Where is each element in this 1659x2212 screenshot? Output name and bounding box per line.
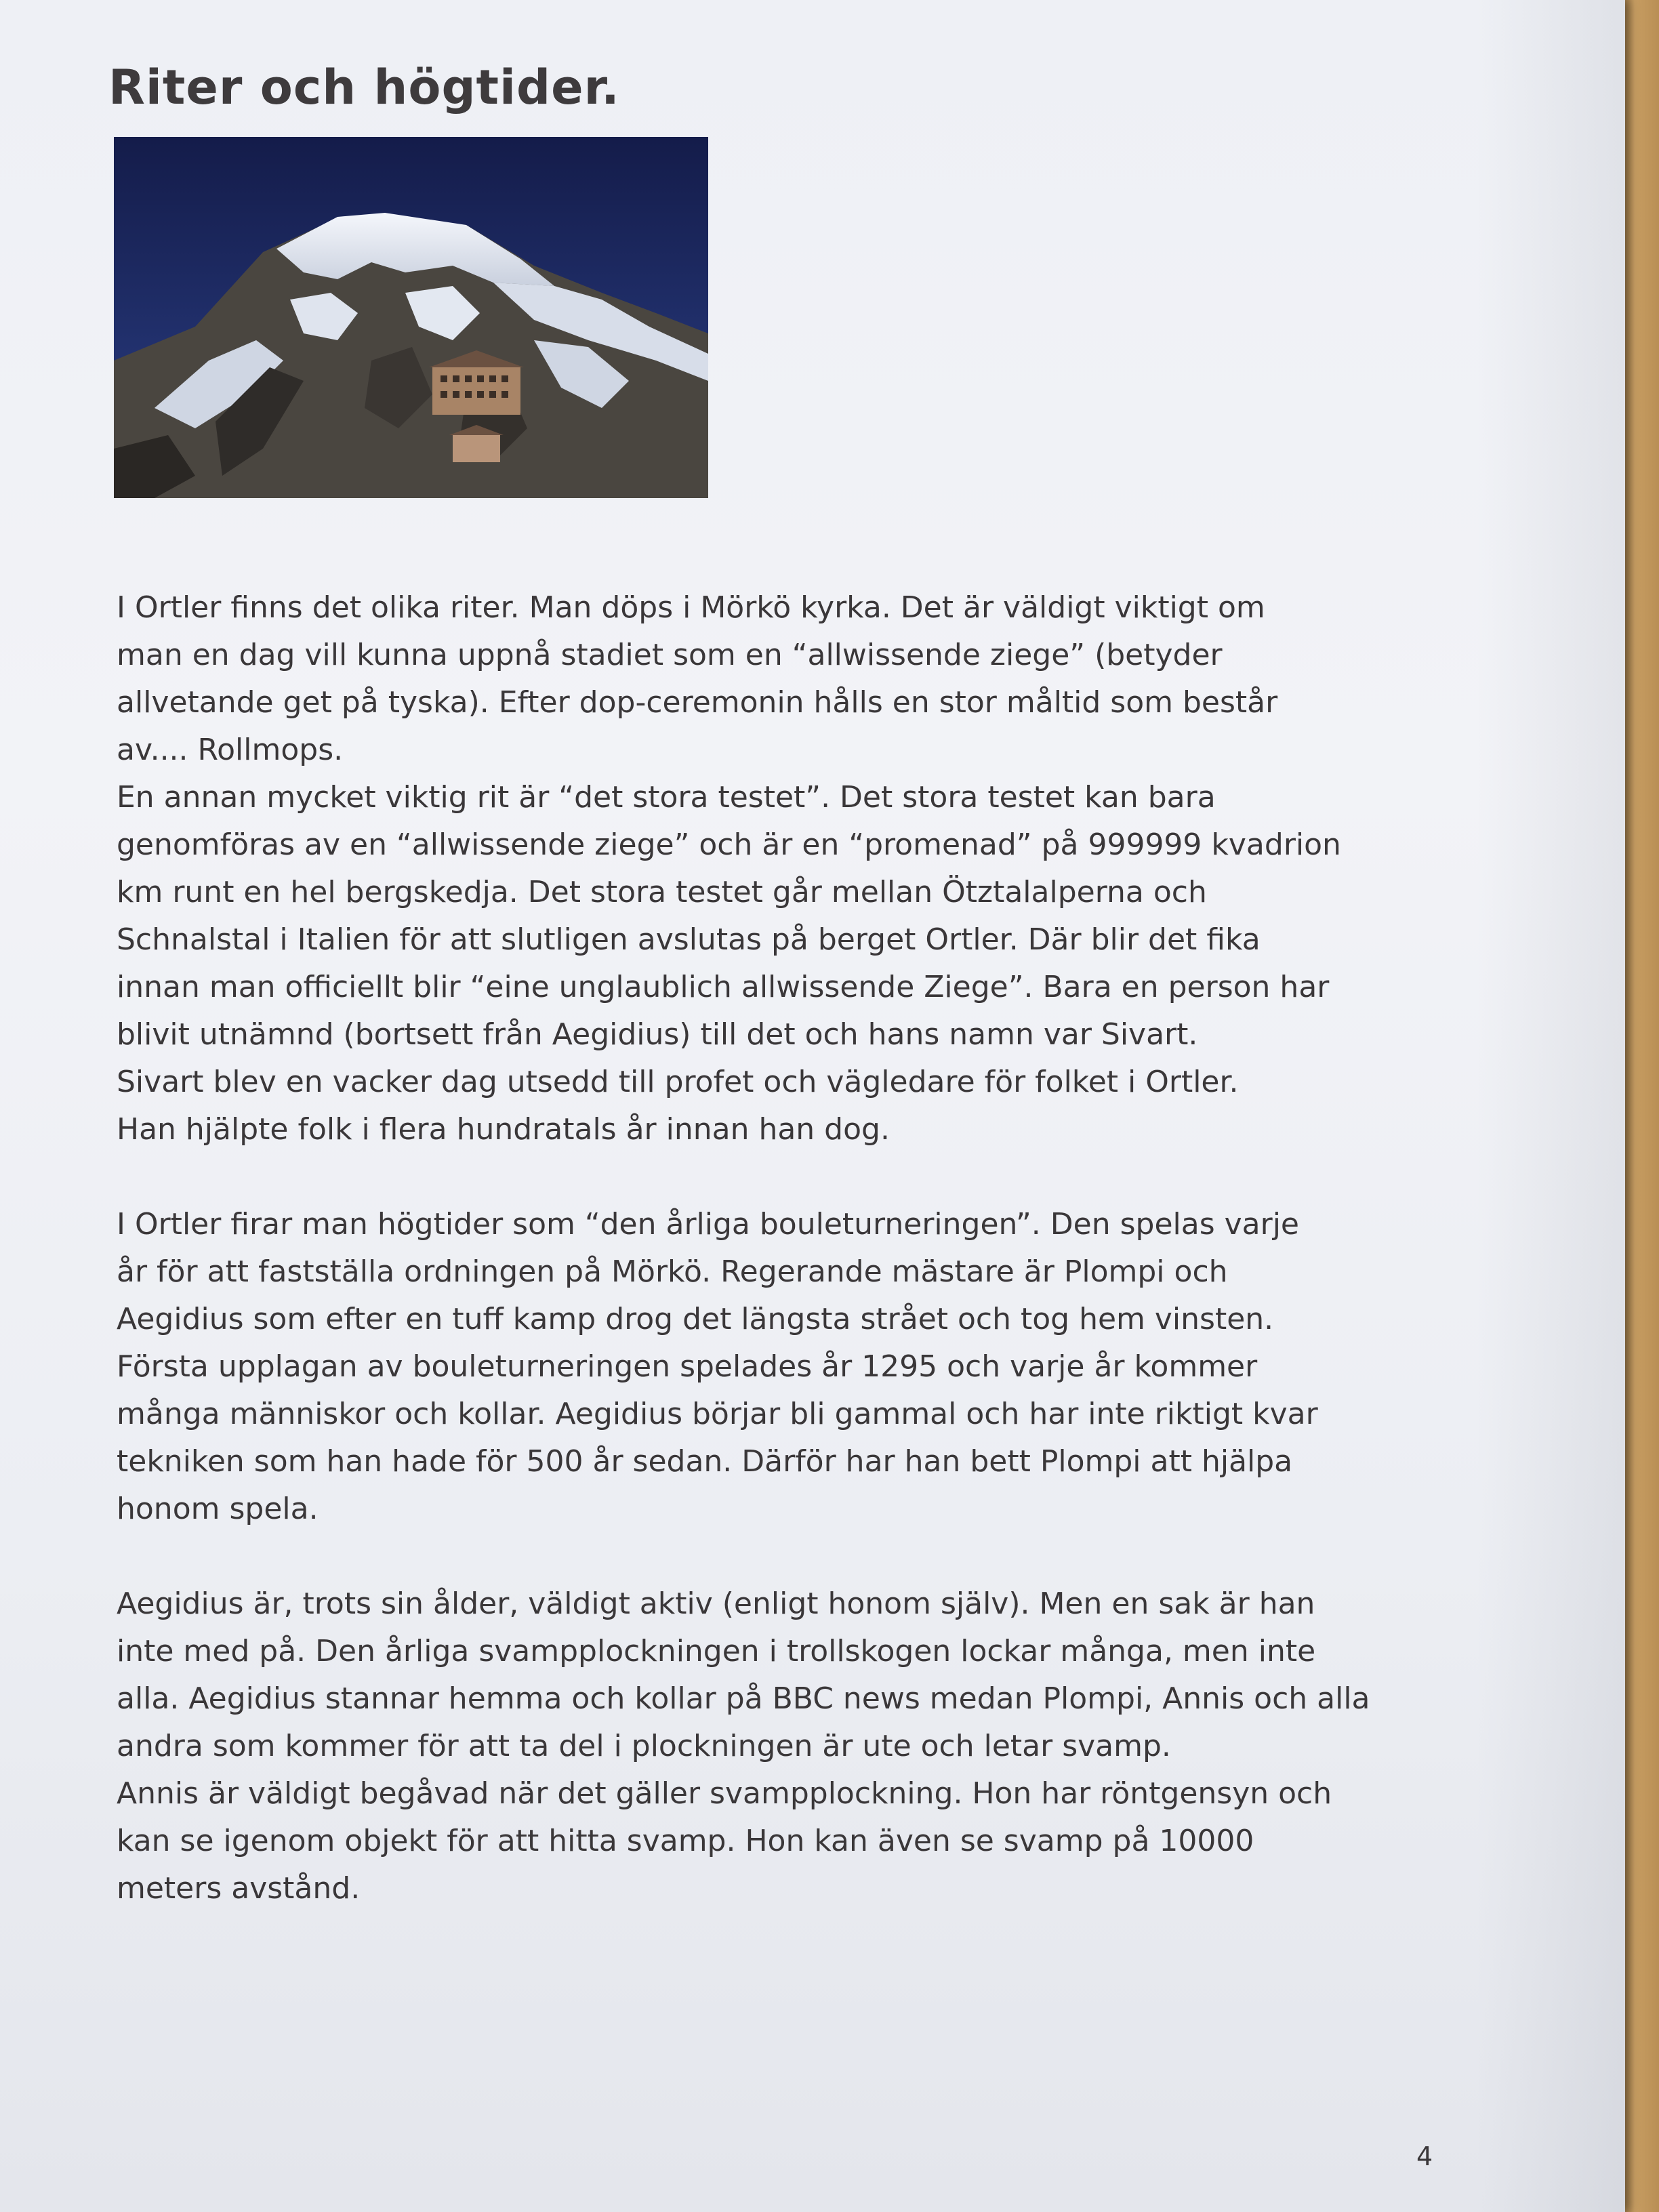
text-line: I Ortler firar man högtider som “den årliga bouleturneringen”. Den spelas varje bbox=[117, 1207, 1300, 1242]
text-line: Annis är väldigt begåvad när det gäller svampplockning. Hon har röntgensyn och bbox=[117, 1776, 1332, 1811]
body-text bbox=[117, 584, 1472, 1912]
text-line: meters avstånd. bbox=[117, 1871, 361, 1906]
page-title: Riter och högtider. bbox=[108, 60, 620, 115]
text-line: kan se igenom objekt för att hitta svamp. Hon kan även se svamp på 10000 bbox=[117, 1824, 1254, 1858]
text-line: andra som kommer för att ta del i plockningen är ute och letar svamp. bbox=[117, 1729, 1171, 1763]
text-line: blivit utnämnd (bortsett från Aegidius) till det och hans namn var Sivart. bbox=[117, 1017, 1198, 1052]
text-line: Han hjälpte folk i flera hundratals år innan han dog. bbox=[117, 1112, 890, 1147]
text-line: alla. Aegidius stannar hemma och kollar på BBC news medan Plompi, Annis och alla bbox=[117, 1681, 1370, 1716]
text-line: I Ortler finns det olika riter. Man döps i Mörkö kyrka. Det är väldigt viktigt om bbox=[117, 590, 1265, 625]
text-line: inte med på. Den årliga svampplockningen i trollskogen lockar många, men inte bbox=[117, 1634, 1316, 1668]
text-line: Schnalstal i Italien för att slutligen avslutas på berget Ortler. Där blir det fika bbox=[117, 922, 1261, 957]
text-line: Sivart blev en vacker dag utsedd till profet och vägledare för folket i Ortler. bbox=[117, 1065, 1239, 1099]
text-line: honom spela. bbox=[117, 1492, 319, 1526]
text-line: Aegidius som efter en tuff kamp drog det längsta strået och tog hem vinsten. bbox=[117, 1302, 1274, 1336]
mountain-photo bbox=[114, 137, 708, 498]
text-line: tekniken som han hade för 500 år sedan. Därför har han bett Plompi att hjälpa bbox=[117, 1444, 1293, 1479]
snow-mountain-hut-icon bbox=[114, 137, 708, 498]
text-line: Aegidius är, trots sin ålder, väldigt aktiv (enligt honom själv). Men en sak är han bbox=[117, 1586, 1315, 1621]
text-line: allvetande get på tyska). Efter dop-ceremonin hålls en stor måltid som består bbox=[117, 685, 1278, 720]
text-line: Första upplagan av bouleturneringen spelades år 1295 och varje år kommer bbox=[117, 1349, 1258, 1384]
text-line: innan man officiellt blir “eine unglaublich allwissende Ziege”. Bara en person har bbox=[117, 970, 1330, 1004]
text-line: En annan mycket viktig rit är “det stora testet”. Det stora testet kan bara bbox=[117, 780, 1216, 815]
text-line: av.... Rollmops. bbox=[117, 733, 344, 767]
page-number: 4 bbox=[1416, 2142, 1433, 2171]
text-line: genomföras av en “allwissende ziege” och är en “promenad” på 999999 kvadrion bbox=[117, 827, 1341, 862]
text-line: km runt en hel bergskedja. Det stora testet går mellan Ötztalalperna och bbox=[117, 875, 1207, 909]
text-line: man en dag vill kunna uppnå stadiet som en “allwissende ziege” (betyder bbox=[117, 638, 1223, 672]
text-line: många människor och kollar. Aegidius börjar bli gammal och har inte riktigt kvar bbox=[117, 1397, 1318, 1431]
text-line: år för att fastställa ordningen på Mörkö. Regerande mästare är Plompi och bbox=[117, 1254, 1228, 1289]
